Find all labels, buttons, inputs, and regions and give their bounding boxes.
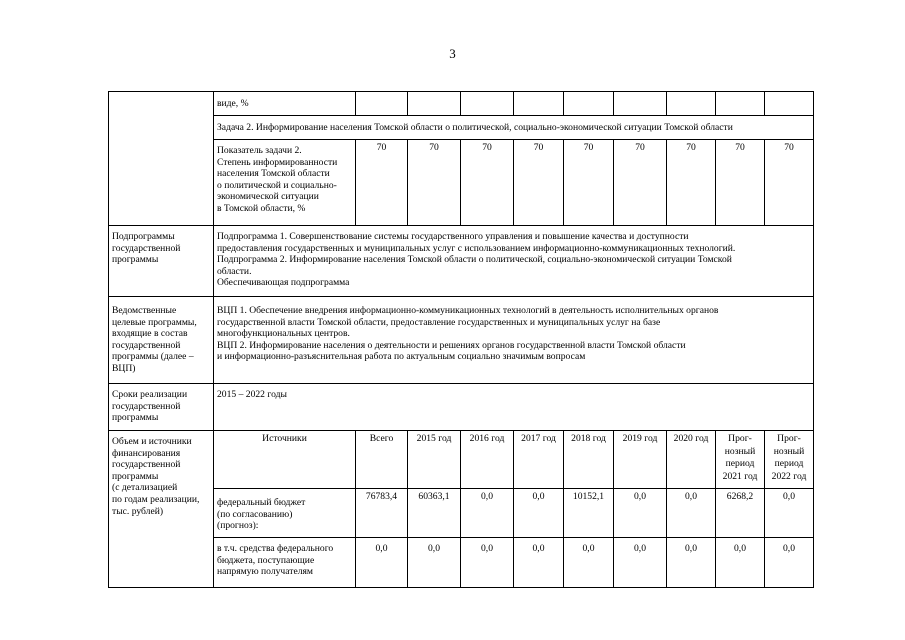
empty-value-cell [564, 92, 614, 116]
header-2019: 2019 год [614, 431, 667, 489]
vcp-content: ВЦП 1. Обеспечение внедрения информационно-коммуникационных технологий в деятельность исполнительных органов государственной власти Томской области, предоставление государственных и муниципальных услуг на базе многофункциональных центров. ВЦП 2. Информирование населения о деятельности и решениях органов государственной власти Томской области и информационно-разъяснительная работа по актуальным социально значимым вопросам [214, 297, 814, 384]
value-total: 0,0 [356, 538, 408, 588]
value-2016: 0,0 [461, 489, 514, 538]
value-2021: 6268,2 [716, 489, 765, 538]
terms-row [109, 384, 814, 431]
value-2017: 0,0 [514, 538, 564, 588]
empty-value-cell [716, 92, 765, 116]
value-2020: 0,0 [667, 538, 716, 588]
indicator2-label: Показатель задачи 2. Степень информированности населения Томской области о политической и социально- экономической ситуации в Томской области, % [214, 140, 356, 226]
passport-table [108, 91, 814, 588]
value-2022: 0,0 [765, 538, 814, 588]
financing-row-federal [109, 489, 814, 538]
empty-value-cell [667, 92, 716, 116]
header-2018: 2018 год [564, 431, 614, 489]
empty-value-cell [614, 92, 667, 116]
indicator2-value: 70 [461, 140, 514, 226]
indicator2-value: 70 [765, 140, 814, 226]
task2-text: Задача 2. Информирование населения Томской области о политической, социально-экономической ситуации Томской области [214, 116, 814, 140]
subprograms-content: Подпрограмма 1. Совершенствование системы государственного управления и повышение качества и доступности предоставления государственных и муниципальных услуг с использованием информационно-коммуникационных технологий. Подпрограмма 2. Информирование населения Томской области о политической, социально-экономической ситуации Томской области. Обеспечивающая подпрограмма [214, 226, 814, 297]
empty-value-cell [765, 92, 814, 116]
financing-header-row [109, 431, 814, 489]
subprograms-label: Подпрограммы государственной программы [109, 226, 214, 297]
indicator2-value: 70 [514, 140, 564, 226]
empty-value-cell [461, 92, 514, 116]
value-2022: 0,0 [765, 489, 814, 538]
terms-label: Сроки реализации государственной программы [109, 384, 214, 431]
source-federal-budget: федеральный бюджет (по согласованию) (прогноз): [214, 489, 356, 538]
financing-label: Объем и источники финансирования государственной программы (с детализацией по годам реализации, тыс. рублей) [109, 431, 214, 588]
indicator2-value: 70 [356, 140, 408, 226]
header-2020: 2020 год [667, 431, 716, 489]
header-sources: Источники [214, 431, 356, 489]
task2-row [109, 116, 814, 140]
empty-value-cell [514, 92, 564, 116]
indicator2-value: 70 [667, 140, 716, 226]
header-2017: 2017 год [514, 431, 564, 489]
vcp-label: Ведомственные целевые программы, входящие в состав государственной программы (далее – ВЦП) [109, 297, 214, 384]
value-2017: 0,0 [514, 489, 564, 538]
indicator2-value: 70 [614, 140, 667, 226]
indicator2-value: 70 [564, 140, 614, 226]
value-2018: 10152,1 [564, 489, 614, 538]
header-2016: 2016 год [461, 431, 514, 489]
terms-content: 2015 – 2022 годы [214, 384, 814, 431]
empty-value-cell [408, 92, 461, 116]
page-number: 3 [449, 46, 456, 61]
value-2019: 0,0 [614, 538, 667, 588]
empty-value-cell [356, 92, 408, 116]
value-2020: 0,0 [667, 489, 716, 538]
value-2018: 0,0 [564, 538, 614, 588]
value-2019: 0,0 [614, 489, 667, 538]
value-2016: 0,0 [461, 538, 514, 588]
vcp-row [109, 297, 814, 384]
value-total: 76783,4 [356, 489, 408, 538]
continued-indicator-text: виде, % [214, 92, 356, 116]
header-total: Всего [356, 431, 408, 489]
subprograms-row [109, 226, 814, 297]
financing-row-direct [109, 538, 814, 588]
indicator2-row [109, 140, 814, 226]
source-direct-recipients: в т.ч. средства федерального бюджета, поступающие напрямую получателям [214, 538, 356, 588]
empty-label-cell [109, 92, 214, 226]
value-2015: 0,0 [408, 538, 461, 588]
value-2021: 0,0 [716, 538, 765, 588]
header-2022: Прог- нозный период 2022 год [765, 431, 814, 489]
continued-indicator-row [109, 92, 814, 116]
header-2015: 2015 год [408, 431, 461, 489]
header-2021: Прог- нозный период 2021 год [716, 431, 765, 489]
indicator2-value: 70 [408, 140, 461, 226]
indicator2-value: 70 [716, 140, 765, 226]
value-2015: 60363,1 [408, 489, 461, 538]
